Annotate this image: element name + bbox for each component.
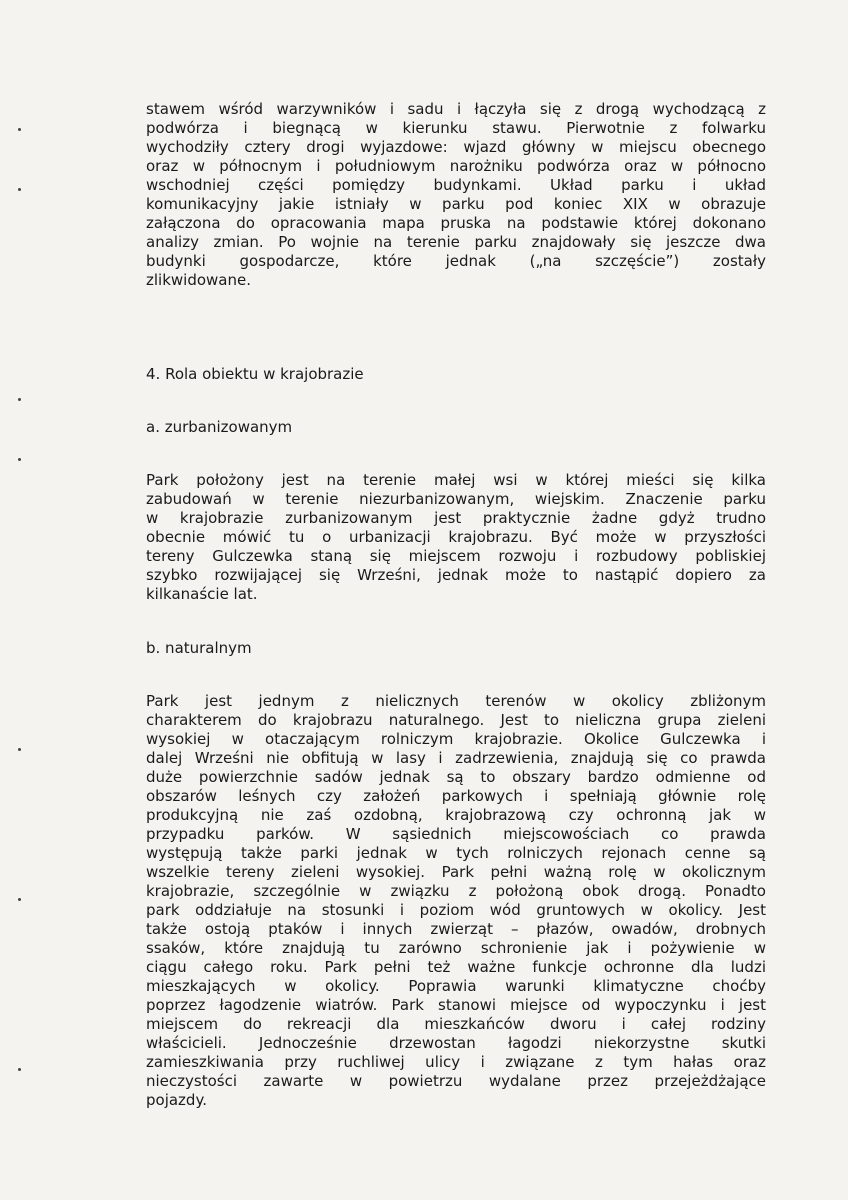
text-line: miejscem do rekreacji dla mieszkańców dworu i całej rodziny — [146, 1015, 766, 1033]
text-line: pojazdy. — [146, 1091, 207, 1109]
text-line: przypadku parków. W sąsiednich miejscowościach co prawda — [146, 825, 766, 843]
subsection-b-heading: b. naturalnym — [146, 639, 252, 657]
text-line: nieczystości zawarte w powietrzu wydalane przez przejeżdżające — [146, 1072, 766, 1090]
text-line: charakterem do krajobrazu naturalnego. Jest to nieliczna grupa zieleni — [146, 711, 766, 729]
text-line: duże powierzchnie sadów jednak są to obszary bardzo odmienne od — [146, 768, 766, 786]
text-line: obecnie mówić tu o urbanizacji krajobrazu. Być może w przyszłości — [146, 528, 766, 546]
text-line: zlikwidowane. — [146, 271, 251, 289]
text-line: komunikacyjny jakie istniały w parku pod koniec XIX w obrazuje — [146, 195, 766, 213]
text-line: Park położony jest na terenie małej wsi w której mieści się kilka — [146, 471, 766, 489]
text-line: park oddziałuje na stosunki i poziom wód gruntowych w okolicy. Jest — [146, 901, 766, 919]
text-line: właścicieli. Jednocześnie drzewostan łagodzi niekorzystne skutki — [146, 1034, 766, 1052]
scan-mark — [18, 748, 21, 751]
text-line: mieszkających w okolicy. Poprawia warunki klimatyczne choćby — [146, 977, 766, 995]
text-line: stawem wśród warzywników i sadu i łączyła się z drogą wychodzącą z — [146, 100, 766, 118]
text-line: w krajobrazie zurbanizowanym jest praktycznie żadne gdyż trudno — [146, 509, 766, 527]
text-line: produkcyjną nie zaś ozdobną, krajobrazową czy ochronną jak w — [146, 806, 766, 824]
text-line: także ostoją ptaków i innych zwierząt – płazów, owadów, drobnych — [146, 920, 766, 938]
text-line: załączona do opracowania mapa pruska na podstawie której dokonano — [146, 214, 766, 232]
paragraph-natural — [146, 692, 766, 1110]
text-line: wychodziły cztery drogi wyjazdowe: wjazd główny w miejscu obecnego — [146, 138, 766, 156]
text-line: szybko rozwijającej się Wrześni, jednak może to nastąpić dopiero za — [146, 566, 766, 584]
text-line: ciągu całego roku. Park pełni też ważne funkcje ochronne dla ludzi — [146, 958, 766, 976]
scan-mark — [18, 1068, 21, 1071]
text-line: budynki gospodarcze, które jednak („na szczęście”) zostały — [146, 252, 766, 270]
subsection-a-heading: a. zurbanizowanym — [146, 418, 293, 436]
text-line: krajobrazie, szczególnie w związku z położoną obok drogą. Ponadto — [146, 882, 766, 900]
text-line: oraz w północnym i południowym narożniku podwórza oraz w północno — [146, 157, 766, 175]
section-heading: 4. Rola obiektu w krajobrazie — [146, 365, 364, 383]
text-line: tereny Gulczewka staną się miejscem rozwoju i rozbudowy pobliskiej — [146, 547, 766, 565]
text-line: poprzez łagodzenie wiatrów. Park stanowi miejsce od wypoczynku i jest — [146, 996, 766, 1014]
scan-mark — [18, 898, 21, 901]
text-line: Park jest jednym z nielicznych terenów w okolicy zbliżonym — [146, 692, 766, 710]
text-line: analizy zmian. Po wojnie na terenie parku znajdowały się jeszcze dwa — [146, 233, 766, 251]
scan-mark — [18, 188, 21, 191]
scan-mark — [18, 458, 21, 461]
text-line: zabudowań w terenie niezurbanizowanym, wiejskim. Znaczenie parku — [146, 490, 766, 508]
text-line: występują także parki jednak w tych rolniczych rejonach cenne są — [146, 844, 766, 862]
text-line: kilkanaście lat. — [146, 585, 258, 603]
scan-mark — [18, 128, 21, 131]
text-line: ssaków, które znajdują tu zarówno schronienie jak i pożywienie w — [146, 939, 766, 957]
text-line: wszelkie tereny zieleni wysokiej. Park pełni ważną rolę w okolicznym — [146, 863, 766, 881]
scan-mark — [18, 398, 21, 401]
paragraph-urbanized — [146, 471, 766, 604]
text-line: obszarów leśnych czy założeń parkowych i spełniają głównie rolę — [146, 787, 766, 805]
paragraph-intro — [146, 100, 766, 290]
text-line: podwórza i biegnącą w kierunku stawu. Pierwotnie z folwarku — [146, 119, 766, 137]
text-line: wschodniej części pomiędzy budynkami. Układ parku i układ — [146, 176, 766, 194]
text-line: dalej Wrześni nie obfitują w lasy i zadrzewienia, znajdują się co prawda — [146, 749, 766, 767]
text-line: zamieszkiwania przy ruchliwej ulicy i związane z tym hałas oraz — [146, 1053, 766, 1071]
text-line: wysokiej w otaczającym rolniczym krajobrazie. Okolice Gulczewka i — [146, 730, 766, 748]
